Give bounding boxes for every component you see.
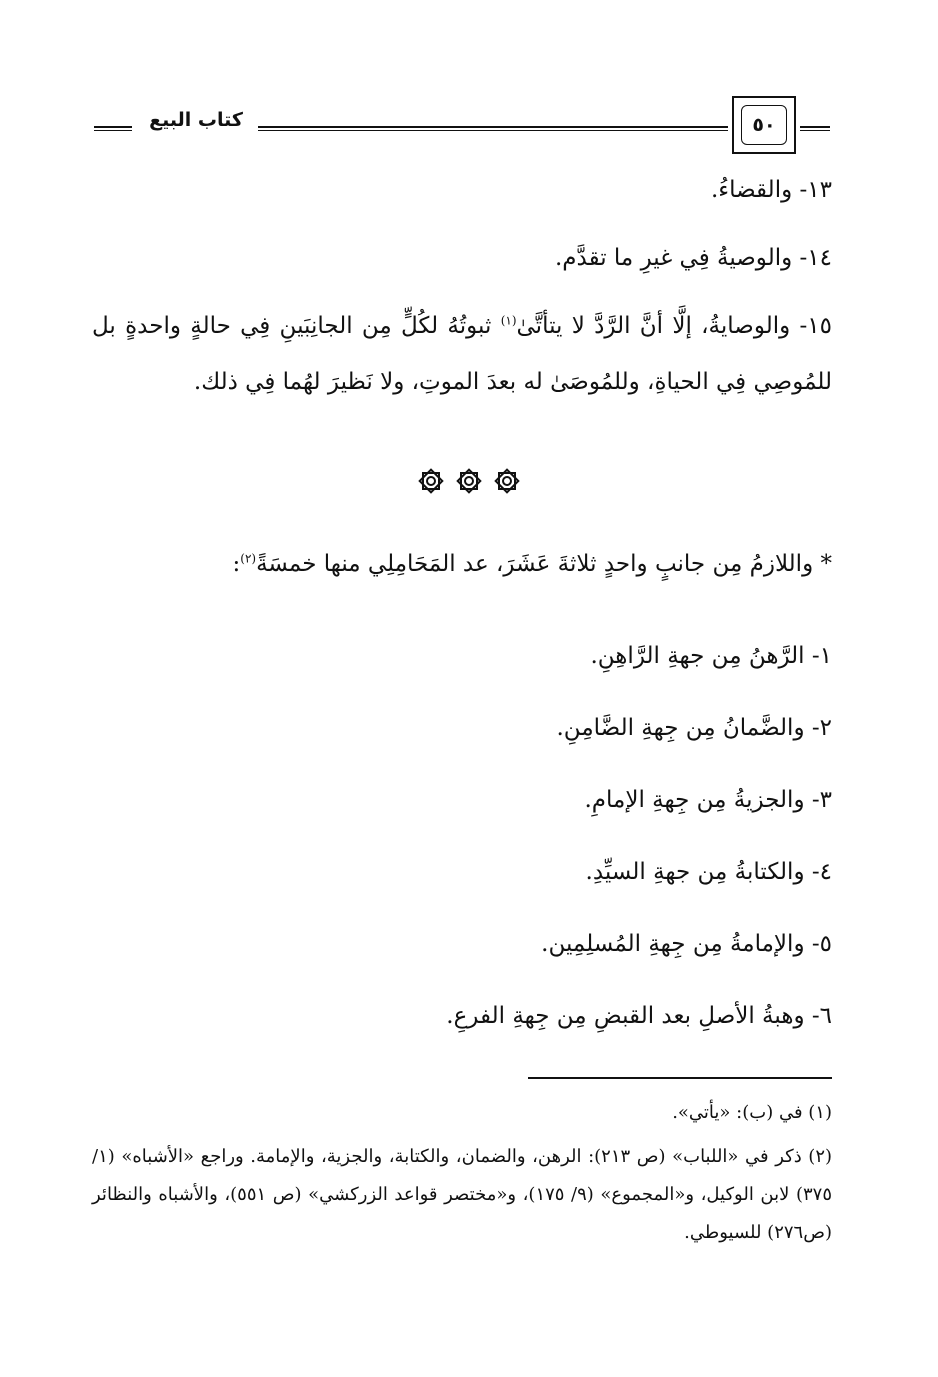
page-header [86,96,831,160]
footnote-divider [528,1077,832,1079]
list-item-15 [92,298,832,410]
header-rule-left [94,126,132,131]
header-rule-right [800,126,830,131]
intro-text-b: : [232,551,241,577]
footnote-1: (١) في (ب): «يأتي». [672,1102,832,1123]
section-separator [0,466,938,496]
section-intro [92,536,832,592]
list-item-14: ١٤- والوصيةُ فِي غيرِ ما تقدَّم. [554,245,832,271]
footnote-ref-1[interactable]: (١) [500,313,517,328]
list-item-15-text-a: ١٥- والوصايةُ، إلَّا أنَّ الرَّدَّ لا يتأتَّىٰ [516,313,832,339]
numbered-list [92,628,832,1044]
list-item-15-text-b: ثبوتُهُ لكُلٍّ مِن الجانِبَينِ فِي حالةٍ واحدةٍ بل للمُوصِي فِي الحياةِ، وللمُوصَىٰ له بعدَ الموتِ، ولا نَظيرَ لهُما فِي ذلك. [92,313,832,395]
list-item: ٥- والإمامةُ مِن جِهةِ المُسلِمِين. [541,931,832,957]
running-title: كتاب البيع [149,109,243,131]
eight-point-star-icon [454,466,484,496]
list-item: ٢- والضَّمانُ مِن جِهةِ الضَّامِنِ. [556,715,832,741]
list-item: ٤- والكتابةُ مِن جهةِ السيِّدِ. [585,859,832,885]
list-item-13: ١٣- والقضاءُ. [710,177,832,203]
intro-text-a: * واللازمُ مِن جانبٍ واحدٍ ثلاثةَ عَشَرَ، عد المَحَامِلِي منها خمسَةً [256,551,832,577]
list-item: ٦- وهبةُ الأصلِ بعد القبضِ مِن جِهةِ الفرعِ. [446,1003,832,1029]
header-rule-middle [258,126,728,131]
footnote-ref-2[interactable]: (٢) [240,551,257,566]
eight-point-star-icon [416,466,446,496]
footnotes [92,1094,832,1252]
intro-paragraph [92,536,832,592]
page-number-frame [732,96,796,154]
eight-point-star-icon [492,466,522,496]
list-item: ٣- والجزيةُ مِن جِهةِ الإمامِ. [584,787,832,813]
page-number: ٥٠ [741,105,787,145]
list-item: ١- الرَّهنُ مِن جهةِ الرَّاهِنِ. [590,643,832,669]
footnote-2: (٢) ذكر في «اللباب» (ص ٢١٣): الرهن، والضمان، والكتابة، والجزية، والإمامة. وراجع «الأشباه» (١/ ٣٧٥) لابن الوكيل، و«المجموع» (٩/ ١٧٥)، و«مختصر قواعد الزركشي» (ص ٥٥١)، والأشباه والنظائر (ص٢٧٦) للسيوطي. [92,1146,833,1243]
list-continuation [92,162,832,433]
